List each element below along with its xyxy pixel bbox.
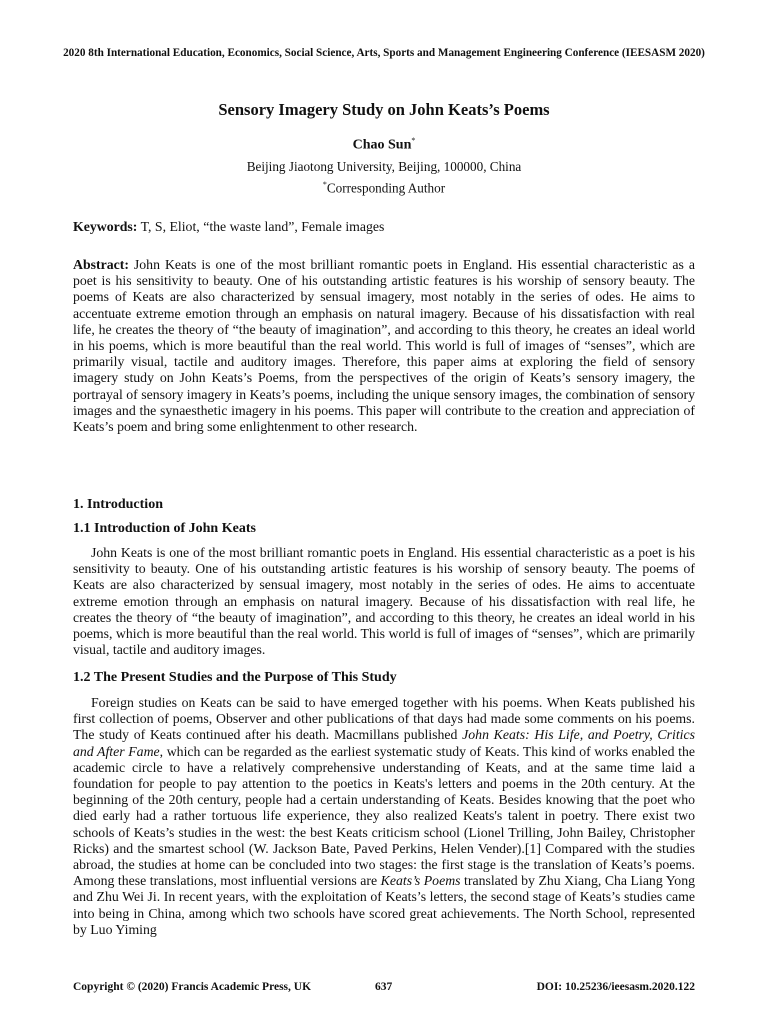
author-line [0,136,768,154]
subsection-heading-present-studies: 1.2 The Present Studies and the Purpose of This Study [73,670,397,685]
abstract [73,257,695,435]
paragraph-text-part3: translated by Zhu Xiang, Cha Liang Yong and Zhu Wei Ji. In recent years, with the exploitation of Keats’s letters, the second stage of Keats’s studies came into being in China, among which two schools have scored great achievements. The North School, represented by Luo Yiming [73,873,695,937]
corresponding-mark: * [322,180,327,189]
keywords-label: Keywords: [73,219,138,234]
book-title-italic: John Keats: His Life, and Poetry, Critics and After Fame [73,727,695,759]
page-number: 637 [375,981,393,993]
book-title-italic-2: Keats’s Poems [380,873,461,889]
section-heading-introduction: 1. Introduction [73,497,163,512]
keywords-text: T, S, Eliot, “the waste land”, Female images [140,219,385,234]
corresponding-text: Corresponding Author [326,180,446,196]
paragraph-present-studies [73,695,695,938]
affiliation: Beijing Jiaotong University, Beijing, 100000, China [246,159,522,174]
paragraph-introduction-keats: John Keats is one of the most brilliant romantic poets in England. His essential characteristic as a poet is his sensitivity to beauty. One of his outstanding artistic features is his worship of sensory beauty. The poems of Keats are also characterized by sensual imagery, most notably in the series of odes. He aims to accentuate extreme emotion through an emphasis on natural imagery. Because of his dissatisfaction with real life, he creates the theory of “the beauty of imagination”, and according to this theory, he creates an ideal world in his poems, which is more beautiful than the real world. This world is full of images of “senses”, which are primarily visual, tactile and auditory images. [73,545,695,658]
abstract-label: Abstract: [73,257,129,272]
corresponding-author [0,180,768,196]
subsection-heading-keats: 1.1 Introduction of John Keats [73,521,256,536]
page-footer [73,981,695,997]
author-mark: * [411,136,416,145]
keywords [73,219,695,235]
paragraph-text-part1: Foreign studies on Keats can be said to have emerged together with his poems. When Keats published his first collection of poems, Observer and other publications of that days had made some comments on his poems. The study of Keats continued after his death. Macmillans published [73,695,695,743]
abstract-text: John Keats is one of the most brilliant romantic poets in England. His essential characteristic as a poet is his sensitivity to beauty. One of his outstanding artistic features is his worship of sensory beauty. The poems of Keats are also characterized by sensual imagery, most notably in the series of odes. He aims to accentuate extreme emotion through an emphasis on natural imagery. Because of his dissatisfaction with real life, he creates the theory of “the beauty of imagination”, and according to this theory, he creates an ideal world in his poems, which is more beautiful than the real world. This world is full of images of “senses”, which are primarily visual, tactile and auditory images. Therefore, this paper aims at exploring the field of sensory imagery study on John Keats’s Poems, from the perspectives of the origin of Keats’s sensory imagery, the portrayal of sensory imagery in Keats’s poems, including the unique sensory images, the combination of sensory images and the synaesthetic imagery in his poems. This paper will contribute to the creation and appreciation of Keats’s poem and bring some enlightenment to other research. [73,257,695,435]
author-name: Chao Sun [352,137,412,153]
doi: DOI: 10.25236/ieesasm.2020.122 [536,981,695,993]
copyright: Copyright © (2020) Francis Academic Press, UK [73,981,312,993]
paper-title: Sensory Imagery Study on John Keats’s Poems [218,100,550,119]
conference-header: 2020 8th International Education, Economics, Social Science, Arts, Sports and Management Engineering Conference (IEESASM 2020) [63,47,705,59]
paragraph-text-part2: , which can be regarded as the earliest systematic study of Keats. This kind of works enabled the academic circle to have a relatively comprehensive understanding of Keats, and at the same time laid a foundation for people to pay attention to the poetics in Keats's letters and poems in the 20th century. At the beginning of the 20th century, people had a certain understanding of Keats. Besides knowing that the poet who died early had a rather tortuous life experience, they also realized Keats's talent in poetry. There exist two schools of Keats’s studies in the west: the best Keats criticism school (Lionel Trilling, John Bailey, Christopher Ricks) and the smartest school (W. Jackson Bate, Paved Perkins, Helen Vender).[1] Compared with the studies abroad, the studies at home can be concluded into two stages: the first stage is the translation of Keats’s poems. Among these translations, most influential versions are [73,743,695,889]
